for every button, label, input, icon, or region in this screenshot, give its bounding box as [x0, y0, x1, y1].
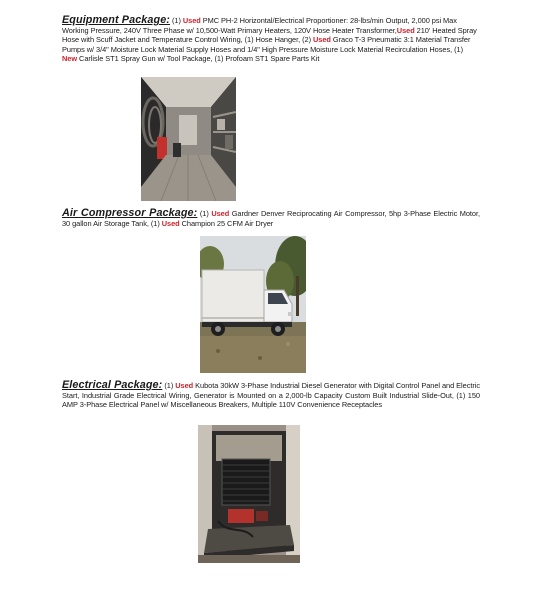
- box-truck-photo: [200, 236, 306, 373]
- air-compressor-package-heading: Air Compressor Package:: [62, 207, 198, 219]
- box-truck-image: [200, 236, 306, 373]
- trailer-interior-image: [141, 77, 236, 201]
- equipment-text: (1): [170, 16, 183, 25]
- electrical-text: (1): [162, 381, 176, 390]
- equipment-text: Carlisle ST1 Spray Gun w/ Tool Package, (1) Profoam ST1 Spare Parts Kit: [77, 54, 320, 64]
- generator-image: [198, 425, 300, 563]
- equipment-text: Graco T-3 Pneumatic 3:1 Material Transfer Pumps w/ 3/4" Moisture Lock Material Supply Hoses and 1/4" High Pressure Moisture Lock Material Recirculation Hoses, (1): [62, 35, 471, 54]
- new-label: New: [62, 54, 78, 64]
- equipment-package-heading: Equipment Package:: [62, 14, 170, 26]
- used-label: Used: [175, 381, 194, 390]
- used-label: Used: [161, 218, 180, 228]
- used-label: Used: [396, 25, 415, 35]
- equipment-text: 210' Heated Spray Hose with Scuff Jacket and Temperature Control Wiring, (1) Hose Hanger, (2): [62, 25, 477, 45]
- electrical-text: Kubota 30kW 3-Phase Industrial Diesel Generator with Digital Control Panel and Electric Start, Industrial Grade Electrical Wiring, Generator is Mounted on a 2,000-lb Capacity Custom Built Industrial Slide-Out, (1) 150 AMP 3-Phase Electrical Panel w/ Miscellaneous Breakers, Multiple 110V Convenience Receptacles: [62, 381, 481, 410]
- compressor-text: (1): [197, 209, 212, 218]
- trailer-interior-photo: [141, 77, 236, 201]
- compressor-text: Champion 25 CFM Air Dryer: [179, 218, 274, 228]
- used-label: Used: [182, 16, 201, 25]
- compressor-text: Gardner Denver Reciprocating Air Compressor, 5hp 3-Phase Electric Motor, 30 gallon Air Storage Tank, (1): [62, 209, 480, 228]
- generator-photo: [198, 425, 300, 563]
- air-compressor-package-section: [62, 209, 480, 228]
- equipment-package-section: [62, 16, 480, 64]
- used-label: Used: [211, 209, 230, 218]
- equipment-text: PMC PH-2 Horizontal/Electrical Proportioner: 28-lbs/min Output, 2,000 psi Max Working Pressure, 240V Three Phase w/ 10,500-Watt Primary Heaters, 120V Hose Heater Transformer,: [62, 16, 457, 35]
- electrical-package-section: [62, 381, 480, 410]
- used-label: Used: [313, 35, 331, 45]
- electrical-package-heading: Electrical Package:: [62, 379, 163, 391]
